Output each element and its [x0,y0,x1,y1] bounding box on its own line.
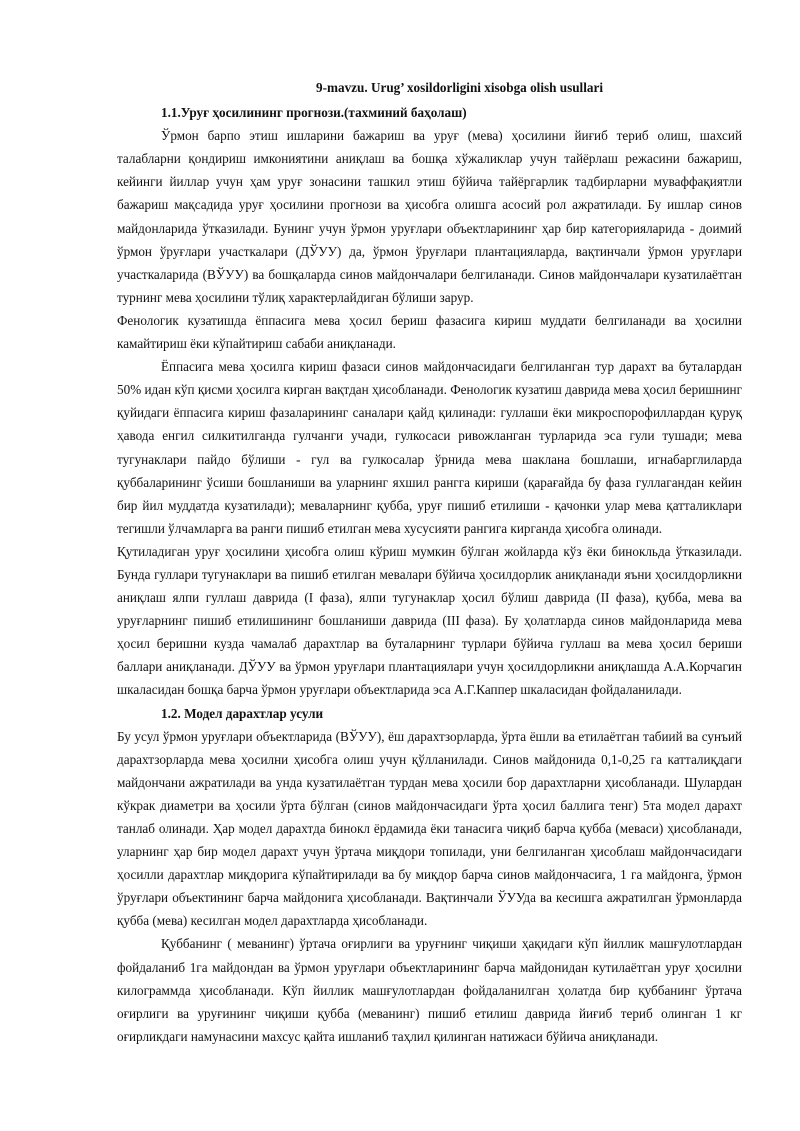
paragraph: Фенологик кузатишда ёппасига мева ҳосил бериш фазасига кириш муддати белгиланади ва ҳосилни камайтириш ёки кўпайтириш сабаби аниқланади. [117,312,742,352]
paragraph: Бу усул ўрмон уруғлари объектларида (ВЎУУ), ёш дарахтзорларда, ўрта ёшли ва етилаётган табиий ва сунъий дарахтзорларда мева ҳосилни ҳисобга олиш учун қўлланилади. Синов майдонида 0,1-0,25 га катталиқдаги майдончани ажратилади ва унда кузатилаётган турдан мева ҳосили бор дарахтларни ҳисобланади. Шулардан кўкрак диаметри ва ҳосили ўрта бўлган (синов майдончасидаги ўрта ҳосил баллига тенг) 5та модел дарахт танлаб олинади. Ҳар модел дарахтда бинокл ёрдамида ёки танасига чиқиб барча қубба (меваси) ҳисобланади, уларнинг ҳар бир модел дарахт учун ўртача миқдори топилади, уни белгиланган ҳисоблаш майдончасидаги ҳосилли дарахтлар миқдорига кўпайтирилади ва бу миқдор барча синов майдончасига, 1 га майдонга, ўрмон ўруғлари объектининг барча майдонига ҳисобланади. Вақтинчали ЎУУда ва кесишга ажратилган ўрмонларда қубба (мева) кесилган модел дарахтларда ҳисобланади. [117,728,742,929]
paragraph: Қутиладиган уруғ ҳосилини ҳисобга олиш кўриш мумкин бўлган жойларда кўз ёки бинокльда ўтказилади. Бунда гуллари тугунаклари ва пишиб етилган мевалари бўйича ҳосилдорлик аниқланади яъни ҳосилдорликни аниқлаш ялпи гуллаш даврида (I фаза), ялпи тугунаклар ҳосил бўлиш даврида (II фаза), қубба, мева ва уруғларнинг пишиб етилишининг бошланиши даврида (III фаза). Бу ҳолатларда синов майдонларида мева ҳосил беришни кузда чамалаб дарахтлар ва буталарнинг турлари бўйича гуллаш ва мева ҳосил бериши баллари аниқланади. ДЎУУ ва ўрмон уруғлари плантациялари учун ҳосилдорликни аниқлашда А.А.Корчагин шкаласидан бошқа барча ўрмон уруғлари объектларида эса А.Г.Каппер шкаласидан фойдаланилади. [117,543,742,698]
document-title: 9-mavzu. Urug’ xosildorligini xisobga olish usullari [316,80,603,95]
paragraph: Қуббанинг ( меванинг) ўртача оғирлиги ва уруғнинг чиқиши ҳақидаги кўп йиллик машғулотлардан фойдаланиб 1га майдондан ва ўрмон уруғлари объектларининг барча майдонидан кутилаётган уруғ ҳосилни килограммда ҳисобланади. Кўп йиллик машғулотлардан фойдаланилган ҳолатда бир қуббанинг ўртача оғирлиги ва уруғининг чиқиши қубба (меванинг) пишиб етилиш даврида йиғиб териб олинган 1 кг оғирликдаги намунасини махсус қайта ишланиб таҳлил қилинган натижаси бўйича аниқланади. [117,936,742,1044]
document-page [117,76,742,1048]
paragraph: Ўрмон барпо этиш ишларини бажариш ва уруғ (мева) ҳосилини йиғиб териб олиш, шахсий талабларни қондириш имкониятини аниқлаш ва бошқа хўжаликлар учун тайёрлаш режасини бажариш, кейинги йиллар учун ҳам уруғ зонасини ташкил этиш бўйича тайёргарлик тадбирларни муваффақиятли бажариш мақсадида уруғ ҳосилини прогнози ва ҳисобга олишга асосий рол ажратилади. Бу ишлар синов майдонларида ўтказилади. Бунинг учун ўрмон уруғлари объектларининг ҳар бир категорияларида - доимий ўрмон ўруғлари участкалари (ДЎУУ) да, ўрмон ўруғлари плантацияларда, вақтинчали ўрмон уруғлари участкаларида (ВЎУУ) ва бошқаларда синов майдончалари белгиланади. Синов майдончалари кузатилаётган турнинг мева ҳосилини тўлиқ характерлайдиган бўлиши зарур. [117,128,742,305]
section-heading-seed-forecast: 1.1.Уруғ ҳосилининг прогнози.(тахминий баҳолаш) [161,105,467,121]
section-heading-model-trees: 1.2. Модел дарахтлар усули [161,705,324,721]
paragraph: Ёппасига мева ҳосилга кириш фазаси синов майдончасидаги белгиланган тур дарахт ва буталардан 50% идан кўп қисми ҳосилга кирган вақтдан ҳисобланади. Фенологик кузатиш даврида мева ҳосил беришнинг қуйидаги ёппасига кириш фазаларининг саналари қайд қилинади: гуллаши ёки микроспорофиллардан қуруқ ҳавода енгил силкитилганда гулчанги учади, гулкосаси ривожланган турларида эса гули тушади; мева тугунаклари пайдо бўлиши - гул ва гулкосалар ўрнида мева шаклана бошлаши, игнабарглиларда қуббаларининг ўсиши бошланиши ва уларнинг яхшил рангга кириши (қарағайда бу фаза гуллагандан кейин бир йил муддатда кузатилади); меваларнинг қубба, уруғ пишиб етилиши - қачонки улар мева қатталиклари тегишли ўлчамларга ва ранги пишиб етилган мева хусусияти рангига кирганда ҳисобга олинади. [117,359,742,536]
